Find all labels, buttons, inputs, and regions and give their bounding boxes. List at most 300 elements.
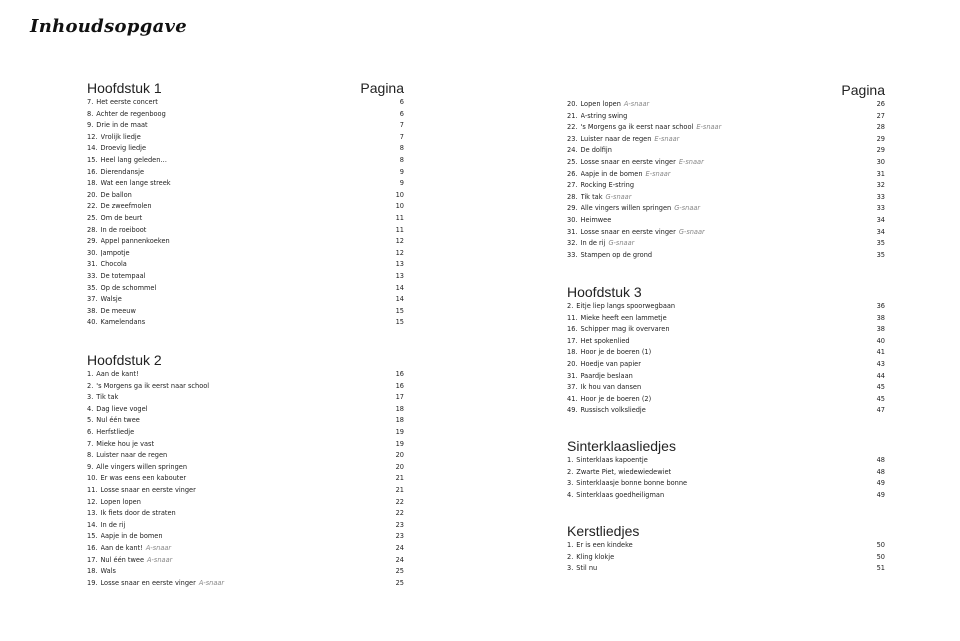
entry-title-wrap [101, 271, 392, 283]
entry-page-number: 23 [395, 520, 404, 529]
entry-page-number: 6 [399, 109, 404, 118]
entry-number: 27. [567, 181, 578, 190]
entry-number: 40. [87, 318, 98, 327]
toc-entry [87, 462, 404, 474]
entry-number: 9. [87, 462, 94, 471]
entry-title-wrap [581, 157, 873, 169]
entry-title: Kamelendans [100, 318, 146, 327]
entry-number: 28. [567, 192, 578, 201]
entry-number: 25. [87, 213, 98, 222]
toc-entry [567, 169, 885, 181]
entry-page-number: 24 [395, 543, 404, 552]
entry-title-wrap [101, 566, 392, 578]
entry-page-number: 23 [395, 532, 404, 541]
entry-title-wrap [581, 336, 873, 348]
entry-number: 33. [87, 271, 98, 280]
entry-page-number: 41 [876, 348, 885, 357]
pagina-label: Pagina [841, 82, 885, 98]
entry-page-number: 31 [876, 169, 885, 178]
entry-title: In de roeiboot [100, 225, 147, 234]
entry-string-note: A-snaar [198, 578, 225, 587]
entry-title-wrap [101, 485, 392, 497]
entry-page-number: 38 [876, 325, 885, 334]
entry-title: Sinterklaas kapoentje [576, 456, 648, 464]
entry-string-note: A-snaar [147, 555, 173, 564]
toc-entry [87, 236, 404, 248]
toc-entry [567, 215, 885, 227]
entry-title: Droevig liedje [100, 144, 147, 153]
entry-page-number: 47 [876, 406, 885, 415]
entry-title: Dierendansje [100, 167, 144, 176]
toc-list [567, 455, 885, 501]
toc-list [87, 369, 404, 589]
entry-number: 9. [87, 121, 94, 130]
entry-title-wrap [101, 132, 396, 144]
entry-title: In de rij [580, 239, 606, 248]
toc-entry [87, 439, 404, 451]
toc-entry [87, 531, 404, 543]
toc-entry [87, 259, 404, 271]
entry-title: Alle vingers willen springen [96, 462, 188, 471]
toc-entry [87, 97, 404, 109]
entry-title: Om de beurt [100, 213, 143, 222]
entry-page-number: 45 [876, 394, 885, 403]
entry-number: 37. [87, 295, 98, 304]
toc-section-kerstliedjes [567, 521, 885, 575]
entry-title-wrap [101, 143, 396, 155]
entry-title-wrap [581, 238, 873, 250]
entry-title-wrap [96, 462, 391, 474]
entry-title-wrap [576, 301, 872, 313]
entry-page-number: 33 [876, 204, 885, 213]
entry-title: Losse snaar en eerste vinger [580, 227, 676, 236]
toc-entry [87, 555, 404, 567]
entry-page-number: 13 [395, 271, 404, 280]
entry-title-wrap [96, 109, 396, 121]
entry-title-wrap [581, 145, 873, 157]
entry-number: 16. [87, 167, 98, 176]
entry-title: Schipper mag ik overvaren [580, 325, 670, 334]
toc-entry [567, 134, 885, 146]
entry-number: 24. [567, 146, 578, 155]
entry-title: 's Morgens ga ik eerst naar school [96, 381, 210, 390]
toc-entry [87, 578, 404, 590]
entry-title-wrap [101, 497, 392, 509]
entry-title: Vrolijk liedje [100, 132, 141, 141]
entry-page-number: 20 [395, 451, 404, 460]
entry-title-wrap [101, 225, 392, 237]
entry-title: 's Morgens ga ik eerst naar school [580, 123, 694, 132]
entry-title-wrap [96, 404, 391, 416]
entry-title: Tik tak [96, 393, 119, 402]
entry-string-note: E-snaar [696, 123, 722, 132]
entry-number: 33. [567, 250, 578, 259]
section-header-hoofdstuk-2 [87, 350, 404, 368]
entry-number: 35. [87, 283, 98, 292]
entry-number: 32. [567, 239, 578, 248]
entry-title: Zwarte Piet, wiedewiedewiet [576, 467, 672, 476]
entry-page-number: 48 [876, 467, 885, 476]
entry-title: De meeuw [100, 306, 136, 315]
toc-section-hoofdstuk-3 [567, 282, 885, 417]
entry-title-wrap [96, 450, 391, 462]
entry-title: Aan de kant! [100, 543, 143, 552]
entry-string-note: G-snaar [674, 204, 701, 213]
entry-number: 1. [567, 456, 574, 464]
entry-page-number: 22 [395, 497, 404, 506]
entry-title-wrap [581, 122, 873, 134]
entry-number: 41. [567, 394, 578, 403]
entry-title: De totempaal [100, 271, 146, 280]
entry-string-note: A-snaar [623, 100, 650, 108]
entry-title-wrap [581, 394, 873, 406]
toc-entry [567, 347, 885, 359]
toc-left-column [87, 78, 404, 329]
entry-page-number: 38 [876, 313, 885, 322]
entry-number: 13. [87, 509, 98, 518]
entry-page-number: 15 [395, 318, 404, 327]
entry-title-wrap [101, 317, 392, 329]
toc-entry [87, 190, 404, 202]
entry-page-number: 6 [399, 98, 404, 106]
toc-entry [87, 317, 404, 329]
entry-page-number: 16 [395, 381, 404, 390]
entry-title: Appel pannenkoeken [100, 237, 170, 246]
toc-entry [87, 415, 404, 427]
entry-title-wrap [101, 167, 396, 179]
entry-title: De zweefmolen [100, 202, 152, 211]
entry-page-number: 14 [395, 295, 404, 304]
section-header-kerstliedjes [567, 521, 885, 539]
entry-title-wrap [101, 213, 392, 225]
toc-entry [567, 99, 885, 111]
entry-number: 49. [567, 406, 578, 415]
entry-title-wrap [101, 578, 392, 590]
entry-title: Eitje liep langs spoorwegbaan [576, 302, 676, 310]
entry-page-number: 48 [876, 456, 885, 464]
entry-title: Luister naar de regen [96, 451, 168, 460]
entry-page-number: 29 [876, 134, 885, 143]
entry-title-wrap [96, 392, 391, 404]
entry-title-wrap [101, 201, 392, 213]
toc-entry [87, 132, 404, 144]
toc-entry [567, 111, 885, 123]
entry-title: Russisch volksliedje [580, 406, 646, 415]
entry-page-number: 7 [399, 132, 404, 141]
entry-number: 20. [567, 100, 578, 108]
entry-title-wrap [101, 306, 392, 318]
entry-title-wrap [101, 259, 392, 271]
entry-page-number: 19 [395, 439, 404, 448]
entry-title-wrap [101, 555, 392, 567]
entry-title-wrap [581, 99, 873, 111]
entry-title-wrap [581, 215, 873, 227]
toc-entry [567, 394, 885, 406]
toc-entry [567, 563, 885, 575]
section-title: Hoofdstuk 1 [87, 80, 162, 96]
entry-title-wrap [576, 540, 872, 552]
entry-number: 3. [567, 479, 574, 488]
entry-number: 18. [87, 567, 98, 576]
entry-number: 20. [567, 359, 578, 368]
entry-string-note: E-snaar [654, 134, 680, 143]
entry-page-number: 10 [395, 190, 404, 199]
section-header-sinterklaasliedjes [567, 436, 885, 454]
entry-title: Stampen op de grond [580, 250, 653, 259]
toc-entry [87, 120, 404, 132]
entry-number: 29. [567, 204, 578, 213]
toc-entry [567, 192, 885, 204]
entry-page-number: 30 [876, 157, 885, 166]
entry-title-wrap [101, 520, 392, 532]
entry-title: Ik hou van dansen [580, 383, 642, 392]
entry-string-note: G-snaar [608, 239, 635, 248]
entry-number: 15. [87, 155, 98, 164]
entry-title-wrap [96, 120, 396, 132]
entry-title-wrap [101, 543, 392, 555]
toc-entry [567, 203, 885, 215]
section-title: Kerstliedjes [567, 523, 640, 539]
entry-title-wrap [576, 455, 872, 467]
entry-page-number: 25 [395, 567, 404, 576]
entry-number: 21. [567, 111, 578, 120]
entry-number: 25. [567, 157, 578, 166]
entry-string-note: E-snaar [678, 157, 704, 166]
entry-page-number: 21 [395, 485, 404, 494]
entry-title: Nul één twee [100, 555, 145, 564]
entry-page-number: 17 [395, 393, 404, 402]
entry-title-wrap [101, 236, 392, 248]
toc-entry [87, 450, 404, 462]
entry-title-wrap [576, 552, 872, 564]
entry-title: Ik fiets door de straten [100, 509, 176, 518]
toc-entry [567, 250, 885, 262]
entry-number: 15. [87, 532, 98, 541]
entry-page-number: 40 [876, 336, 885, 345]
entry-title: Mieke heeft een lammetje [580, 313, 667, 322]
entry-string-note: A-snaar [145, 543, 172, 552]
toc-entry [567, 552, 885, 564]
toc-entry [87, 294, 404, 306]
entry-title-wrap [101, 248, 392, 260]
entry-page-number: 49 [876, 479, 885, 488]
toc-right-column [567, 80, 885, 261]
entry-title-wrap [581, 371, 873, 383]
toc-entry [567, 180, 885, 192]
entry-title-wrap [96, 415, 391, 427]
entry-string-note: G-snaar [605, 192, 632, 201]
entry-page-number: 25 [395, 578, 404, 587]
entry-title: Losse snaar en eerste vinger [100, 485, 196, 494]
toc-entry [87, 427, 404, 439]
entry-title-wrap [96, 97, 396, 109]
entry-title-wrap [581, 359, 873, 371]
entry-title: Aapje in de bomen [580, 169, 643, 178]
entry-page-number: 24 [395, 555, 404, 564]
entry-number: 22. [87, 202, 98, 211]
entry-page-number: 20 [395, 462, 404, 471]
entry-page-number: 36 [876, 302, 885, 310]
entry-title-wrap [581, 324, 873, 336]
entry-number: 14. [87, 520, 98, 529]
entry-number: 11. [87, 485, 98, 494]
entry-page-number: 12 [395, 248, 404, 257]
entry-title: Wat een lange streek [100, 179, 171, 188]
toc-entry [567, 301, 885, 313]
entry-page-number: 50 [876, 552, 885, 561]
entry-title-wrap [96, 427, 391, 439]
entry-page-number: 27 [876, 111, 885, 120]
entry-page-number: 35 [876, 250, 885, 259]
entry-title: Heimwee [580, 215, 612, 224]
toc-entry [87, 271, 404, 283]
toc-entry [87, 404, 404, 416]
entry-title: Paardje beslaan [580, 371, 633, 380]
entry-title: Walsje [100, 295, 122, 304]
entry-title: Op de schommel [100, 283, 157, 292]
entry-title: Nul één twee [96, 416, 140, 425]
entry-number: 2. [567, 552, 574, 561]
toc-entry [567, 122, 885, 134]
entry-title-wrap [96, 439, 391, 451]
entry-title-wrap [576, 467, 872, 479]
entry-number: 4. [567, 490, 574, 499]
toc-entry [87, 201, 404, 213]
entry-title-wrap [581, 250, 873, 262]
toc-entry [567, 371, 885, 383]
entry-number: 1. [567, 541, 574, 549]
toc-entry [567, 467, 885, 479]
toc-section-sinterklaasliedjes [567, 436, 885, 501]
entry-title: Achter de regenboog [96, 109, 166, 118]
entry-number: 19. [87, 578, 98, 587]
toc-entry [87, 167, 404, 179]
entry-page-number: 22 [395, 509, 404, 518]
entry-number: 7. [87, 98, 94, 106]
toc-list [567, 540, 885, 575]
entry-title-wrap [581, 227, 873, 239]
entry-page-number: 18 [395, 404, 404, 413]
entry-title-wrap [581, 192, 873, 204]
entry-number: 30. [87, 248, 98, 257]
entry-number: 14. [87, 144, 98, 153]
toc-entry [87, 381, 404, 393]
entry-number: 38. [87, 306, 98, 315]
entry-page-number: 34 [876, 215, 885, 224]
entry-number: 16. [567, 325, 578, 334]
entry-title: Herfstliedje [96, 427, 135, 436]
entry-number: 12. [87, 497, 98, 506]
toc-entry [87, 283, 404, 295]
entry-title-wrap [581, 313, 873, 325]
entry-title-wrap [101, 508, 392, 520]
toc-entry [567, 455, 885, 467]
entry-title-wrap [96, 381, 391, 393]
toc-entry [87, 306, 404, 318]
entry-page-number: 32 [876, 181, 885, 190]
entry-page-number: 19 [395, 427, 404, 436]
entry-title: Rocking E-string [580, 181, 635, 190]
entry-number: 16. [87, 543, 98, 552]
entry-page-number: 15 [395, 306, 404, 315]
section-header-hoofdstuk-3 [567, 282, 885, 300]
entry-number: 3. [567, 564, 574, 573]
entry-title-wrap [581, 111, 873, 123]
toc-entry [87, 369, 404, 381]
entry-title-wrap [101, 531, 392, 543]
toc-entry [567, 540, 885, 552]
toc-entry [87, 225, 404, 237]
entry-title: Losse snaar en eerste vinger [100, 578, 196, 587]
entry-page-number: 45 [876, 383, 885, 392]
entry-title: Jampotje [100, 248, 130, 257]
toc-entry [567, 490, 885, 502]
entry-number: 12. [87, 132, 98, 141]
entry-page-number: 44 [876, 371, 885, 380]
entry-title: Stil nu [576, 564, 598, 573]
entry-title-wrap [581, 169, 873, 181]
entry-page-number: 10 [395, 202, 404, 211]
entry-title-wrap [581, 134, 873, 146]
entry-number: 6. [87, 427, 94, 436]
entry-title: In de rij [100, 520, 126, 529]
entry-title-wrap [581, 203, 873, 215]
entry-title: Er was eens een kabouter [100, 474, 187, 483]
entry-number: 3. [87, 393, 94, 402]
toc-entry [87, 508, 404, 520]
entry-number: 20. [87, 190, 98, 199]
entry-title: Lopen lopen [100, 497, 141, 506]
entry-number: 5. [87, 416, 94, 425]
entry-title: Hoor je de boeren (1) [580, 348, 652, 357]
entry-page-number: 26 [876, 100, 885, 108]
entry-title-wrap [96, 369, 391, 381]
entry-title: Losse snaar en eerste vinger [580, 157, 676, 166]
entry-title-wrap [101, 178, 396, 190]
entry-page-number: 51 [876, 564, 885, 573]
toc-entry [567, 405, 885, 417]
entry-number: 10. [87, 474, 98, 483]
entry-title: Het spokenlied [580, 336, 630, 345]
entry-page-number: 11 [395, 213, 404, 222]
entry-title-wrap [576, 563, 872, 575]
entry-page-number: 12 [395, 237, 404, 246]
toc-entry [87, 473, 404, 485]
toc-entry [567, 359, 885, 371]
toc-entry [87, 213, 404, 225]
toc-entry [87, 485, 404, 497]
entry-number: 2. [567, 467, 574, 476]
entry-title-wrap [101, 283, 392, 295]
toc-entry [87, 109, 404, 121]
entry-page-number: 29 [876, 146, 885, 155]
entry-title-wrap [101, 294, 392, 306]
section-title: Hoofdstuk 2 [87, 352, 162, 368]
entry-page-number: 9 [399, 179, 404, 188]
entry-number: 2. [567, 302, 574, 310]
entry-number: 8. [87, 451, 94, 460]
entry-number: 8. [87, 109, 94, 118]
entry-title: Lopen lopen [580, 100, 621, 108]
toc-list [567, 99, 885, 261]
pagina-label: Pagina [360, 80, 404, 96]
entry-title-wrap [101, 190, 392, 202]
toc-entry [567, 324, 885, 336]
entry-title: Er is een kindeke [576, 541, 633, 549]
toc-entry [87, 543, 404, 555]
entry-title: Dag lieve vogel [96, 404, 148, 413]
entry-title: De dolfijn [580, 146, 612, 155]
